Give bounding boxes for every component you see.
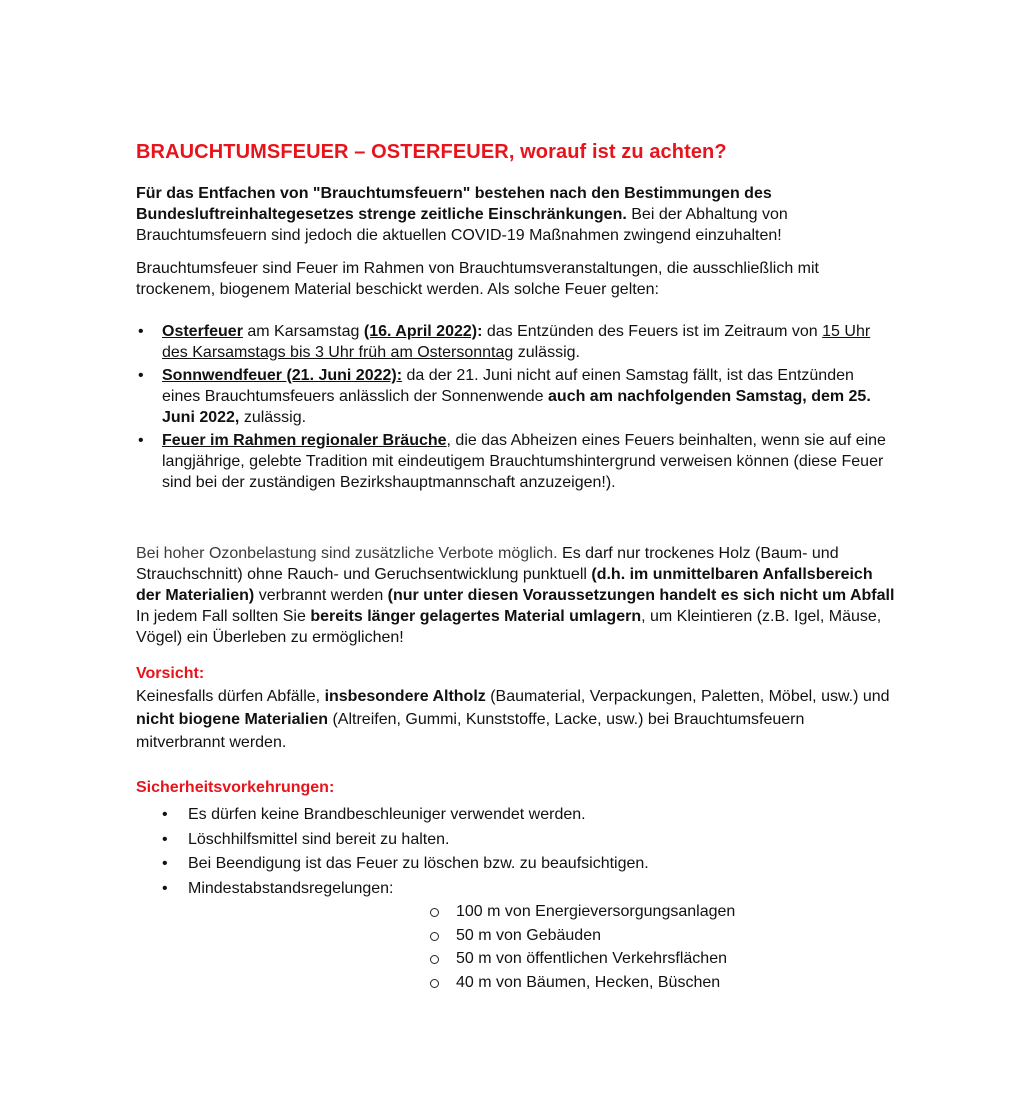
list-item (428, 900, 735, 924)
list-item (160, 852, 649, 877)
list-item-sonnwendfeuer (136, 365, 896, 428)
list-item (160, 877, 649, 902)
osterfeuer-period: 15 Uhr des Karsamstags bis 3 Uhr früh am Ostersonntag (162, 323, 871, 361)
term-osterfeuer: Osterfeuer (162, 323, 243, 340)
distance-list (428, 900, 735, 994)
ozone-text-3: In jedem Fall sollten Sie (136, 608, 311, 625)
circle-bullet-icon (430, 955, 439, 964)
vorsicht-text-1: Keinesfalls dürfen Abfälle, (136, 688, 325, 705)
definition-paragraph: Brauchtumsfeuer sind Feuer im Rahmen von Brauchtumsveranstaltungen, die ausschließlich mit trockenem, biogenem Material beschickt werden. Als solche Feuer gelten: (136, 260, 819, 298)
list-item (428, 971, 735, 995)
vorsicht-bold-2: nicht biogene Materialien (136, 711, 329, 728)
safety-item-text: Bei Beendigung ist das Feuer zu löschen bzw. zu beaufsichtigen. (188, 855, 649, 872)
ozone-bold-1: (d.h. im unmittelbaren Anfallsbereich der Materialien) (136, 566, 873, 604)
term-regional: Feuer im Rahmen regionaler Bräuche (162, 432, 447, 449)
ozone-text-1: Es darf nur trockenes Holz (Baum- und Strauchschnitt) ohne Rauch- und Geruchsentwicklung punktuell (136, 545, 839, 583)
distance-text: 50 m von Gebäuden (456, 926, 601, 944)
sonnwendfeuer-text-1: da der 21. Juni nicht auf einen Samstag fällt, ist das Entzünden eines Brauchtumsfeuers anlässlich der Sonnenwende (162, 367, 854, 405)
circle-bullet-icon (430, 932, 439, 941)
osterfeuer-text-1: am Karsamstag (242, 323, 364, 340)
bullet-icon: • (162, 855, 168, 872)
distance-text: 100 m von Energieversorgungsanlagen (456, 903, 736, 920)
vorsicht-text-3: (Altreifen, Gummi, Kunststoffe, Lacke, usw.) bei Brauchtumsfeuern mitverbrannt werden. (136, 711, 805, 751)
safety-item-text: Es dürfen keine Brandbeschleuniger verwendet werden. (188, 806, 586, 823)
safety-item-text: Mindestabstandsregelungen: (188, 879, 394, 897)
sonnwendfeuer-text-2: zulässig. (239, 409, 307, 426)
circle-bullet-icon (430, 979, 439, 988)
osterfeuer-colon: : (477, 323, 483, 340)
bullet-icon: • (138, 432, 144, 449)
list-item (428, 947, 735, 971)
intro-paragraph (136, 183, 896, 246)
ozone-bold-2: (nur unter diesen Voraussetzungen handelt es sich nicht um Abfall (387, 587, 895, 604)
bullet-icon: • (162, 879, 168, 897)
bullet-icon: • (162, 806, 168, 823)
osterfeuer-text-2: das Entzünden des Feuers ist im Zeitraum von (482, 323, 823, 340)
intro-bold: Für das Entfachen von "Brauchtumsfeuern" bestehen nach den Bestimmungen des Bundesluftreinhaltegesetzes strenge zeitliche Einschränkungen. (136, 185, 772, 223)
ozone-bold-3: bereits länger gelagertes Material umlagern (310, 608, 642, 625)
osterfeuer-date: (16. April 2022) (363, 323, 478, 340)
fire-types-list (136, 321, 896, 495)
list-item (160, 828, 649, 853)
list-item-regional (136, 430, 896, 493)
ozone-paragraph (136, 543, 896, 648)
vorsicht-bold-1: insbesondere Altholz (324, 688, 486, 705)
circle-bullet-icon (430, 908, 439, 917)
vorsicht-paragraph (136, 685, 896, 754)
intro-text: Bei der Abhaltung von Brauchtumsfeuern sind jedoch die aktuellen COVID-19 Maßnahmen zwingend einzuhalten! (136, 206, 788, 244)
page-title: BRAUCHTUMSFEUER – OSTERFEUER, worauf ist zu achten? (136, 141, 727, 163)
ozone-text-2: verbrannt werden (254, 587, 388, 604)
distance-text: 50 m von öffentlichen Verkehrsflächen (456, 950, 727, 967)
ozone-text-4: , um Kleintieren (z.B. Igel, Mäuse, Vögel) ein Überleben zu ermöglichen! (136, 608, 882, 646)
sonnwendfeuer-bold: auch am nachfolgenden Samstag, dem 25. Juni 2022, (162, 388, 871, 426)
term-sonnwendfeuer: Sonnwendfeuer (21. Juni 2022): (162, 367, 403, 384)
sicherheit-heading: Sicherheitsvorkehrungen: (136, 779, 335, 796)
osterfeuer-text-3: zulässig. (513, 344, 580, 361)
bullet-icon: • (138, 367, 144, 384)
regional-text: , die das Abheizen eines Feuers beinhalten, wenn sie auf eine langjährige, gelebte Tradition mit eindeutigem Brauchtumshintergrund verweisen können (diese Feuer sind bei der zuständigen Bezirkshauptmannschaft anzuzeigen!). (162, 432, 886, 491)
distance-text: 40 m von Bäumen, Hecken, Büschen (456, 973, 721, 991)
safety-list (160, 803, 649, 901)
safety-item-text: Löschhilfsmittel sind bereit zu halten. (188, 830, 450, 848)
ozone-grey: Bei hoher Ozonbelastung sind zusätzliche Verbote möglich. (136, 545, 558, 562)
list-item-osterfeuer (136, 321, 896, 363)
bullet-icon: • (138, 323, 144, 340)
bullet-icon: • (162, 830, 168, 848)
vorsicht-heading: Vorsicht: (136, 665, 205, 682)
vorsicht-text-2: (Baumaterial, Verpackungen, Paletten, Möbel, usw.) und (485, 688, 890, 705)
list-item (428, 924, 735, 948)
list-item (160, 803, 649, 828)
